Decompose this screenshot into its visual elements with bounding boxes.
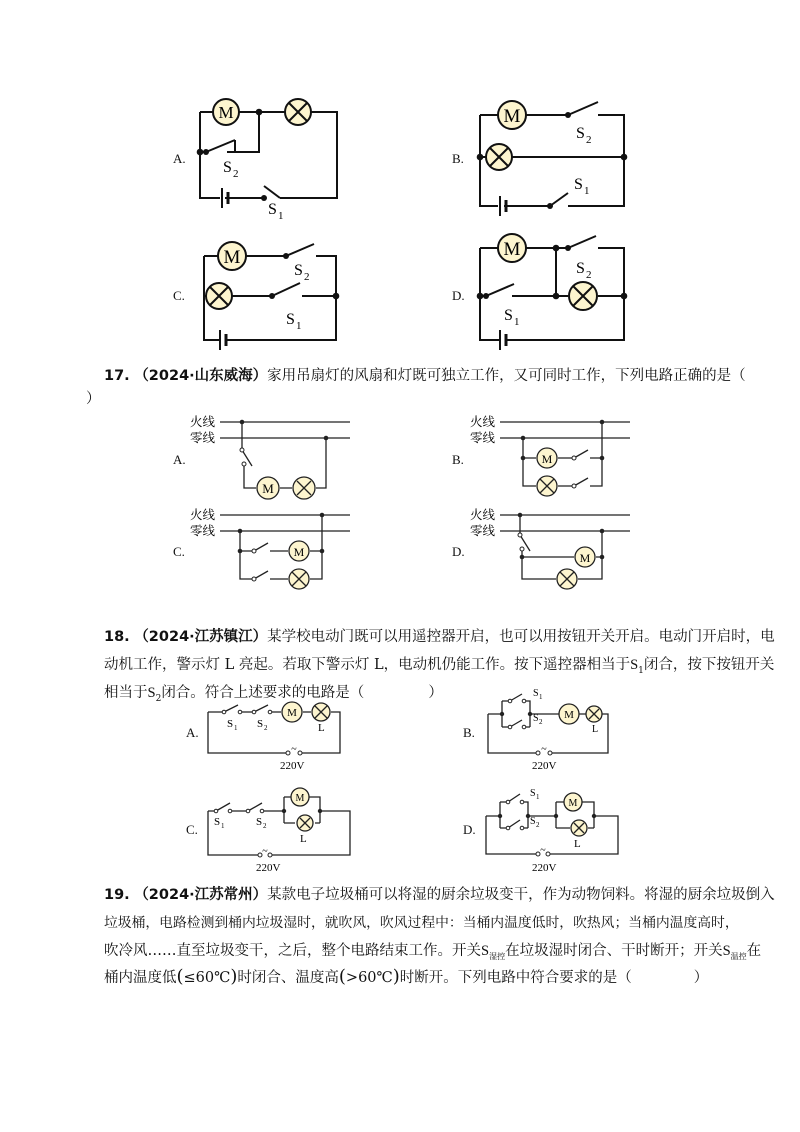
fire-line-label: 火线 <box>470 508 496 522</box>
question-text: 相当于 <box>104 685 148 701</box>
question-17-line-1 <box>104 366 746 386</box>
fire-line-label: 火线 <box>470 415 496 429</box>
voltage-label: 220V <box>532 862 557 874</box>
motor-label: M <box>262 481 274 496</box>
temperature-condition: ≤60℃ <box>183 970 231 986</box>
motor-label: M <box>218 103 234 122</box>
question-source: （2024·江苏镇江） <box>134 629 268 645</box>
question-19-line-1 <box>104 885 775 905</box>
circuit-diagram-16a[interactable] <box>190 90 350 220</box>
switch-subscript: 2 <box>155 693 162 704</box>
question-17-line-2 <box>86 389 101 409</box>
circuit-diagram-16b[interactable] <box>470 90 640 220</box>
temperature-condition: >60℃ <box>345 970 393 986</box>
switch-subscript: 1 <box>514 316 520 328</box>
switch-subscript: 2 <box>586 269 592 281</box>
switch-label: S <box>256 816 263 828</box>
switch-subscript: 1 <box>221 822 225 830</box>
switch-subscript: 2 <box>536 821 540 829</box>
switch-label: S <box>257 718 264 730</box>
fire-line-label: 火线 <box>190 415 216 429</box>
switch-label: S <box>533 713 539 724</box>
option-label-d[interactable]: D. <box>452 288 465 303</box>
circuit-diagram-17b[interactable] <box>470 412 640 502</box>
neutral-line-label: 零线 <box>190 431 216 445</box>
switch-label: S <box>294 262 303 279</box>
switch-label: S <box>268 201 277 218</box>
question-19-line-2 <box>104 913 739 933</box>
motor-label: M <box>568 798 578 809</box>
circuit-diagram-16d[interactable] <box>470 228 640 358</box>
switch-label: S <box>530 816 536 827</box>
question-18-line-2 <box>104 655 774 681</box>
circuit-diagram-16c[interactable] <box>190 228 350 358</box>
switch-symbol: S <box>722 943 731 959</box>
circuit-diagram-18d[interactable] <box>478 780 638 880</box>
question-text: 闭合，按下按钮开关 <box>643 657 775 673</box>
motor-label: M <box>295 793 305 804</box>
circuit-diagram-18c[interactable] <box>200 785 360 880</box>
motor-label: M <box>223 247 241 268</box>
question-text: 垃圾桶，电路检测到桶内垃圾湿时，就吹风，吹风过程中：当桶内温度低时，吹热风；当桶内温度高时， <box>104 915 739 931</box>
option-label-b[interactable]: B. <box>463 725 475 740</box>
neutral-line-label: 零线 <box>190 524 216 538</box>
lamp-label: L <box>318 722 325 734</box>
switch-subscript: 1 <box>278 210 284 220</box>
switch-symbol: S <box>481 943 490 959</box>
switch-label: S <box>214 816 221 828</box>
switch-label: S <box>286 311 295 328</box>
switch-symbol: S <box>630 657 639 673</box>
circuit-diagram-17c[interactable] <box>190 505 360 595</box>
switch-subscript: 2 <box>233 168 239 180</box>
question-text: 某款电子垃圾桶可以将湿的厨余垃圾变干，作为动物饲料。将湿的厨余垃圾倒入 <box>267 887 775 903</box>
question-text: 某学校电动门既可以用遥控器开启，也可以用按钮开关开启。电动门开启时，电 <box>267 629 775 645</box>
option-label-b[interactable]: B. <box>452 151 464 166</box>
question-text: 动机工作，警示灯 L 亮起。若取下警示灯 L，电动机仍能工作。按下遥控器相当于 <box>104 657 631 673</box>
switch-subscript: 2 <box>264 724 268 732</box>
option-label-a[interactable]: A. <box>173 151 186 166</box>
switch-subscript: 湿控 <box>489 951 506 961</box>
option-label-c[interactable]: C. <box>173 544 185 559</box>
ac-source-symbol: ~ <box>291 744 297 755</box>
motor-label: M <box>287 707 297 719</box>
switch-label: S <box>223 159 232 176</box>
question-text: ） <box>693 970 709 986</box>
option-label-d[interactable]: D. <box>463 822 476 837</box>
switch-subscript: 1 <box>539 693 543 701</box>
ac-source-symbol: ~ <box>540 845 546 856</box>
question-text: 桶内温度低 <box>104 970 177 986</box>
switch-label: S <box>576 125 585 142</box>
option-label-a[interactable]: A. <box>173 452 186 467</box>
lamp-label: L <box>592 724 599 735</box>
switch-label: S <box>533 688 539 699</box>
circuit-diagram-18a[interactable] <box>200 695 360 780</box>
question-number: 19. <box>104 887 130 903</box>
motor-label: M <box>579 551 591 565</box>
switch-subscript: 2 <box>304 271 310 283</box>
switch-subscript: 1 <box>296 320 302 332</box>
switch-label: S <box>530 788 536 799</box>
question-source: （2024·山东威海） <box>134 368 268 384</box>
switch-label: S <box>576 260 585 277</box>
ac-source-symbol: ~ <box>262 846 268 857</box>
voltage-label: 220V <box>280 760 305 772</box>
question-text: 家用吊扇灯的风扇和灯既可独立工作，又可同时工作，下列电路正确的是（ <box>267 368 746 384</box>
circuit-diagram-17a[interactable] <box>190 412 360 502</box>
neutral-line-label: 零线 <box>470 524 496 538</box>
question-number: 17. <box>104 368 130 384</box>
option-label-a[interactable]: A. <box>186 725 199 740</box>
circuit-diagram-17d[interactable] <box>470 505 640 595</box>
switch-subscript: 1 <box>638 665 644 676</box>
switch-subscript: 2 <box>586 134 592 146</box>
motor-label: M <box>564 709 574 721</box>
question-text: ） <box>86 391 101 407</box>
question-text: 在 <box>746 943 762 959</box>
question-19-line-4: 桶内温度低(≤60℃)时闭合、温度高(>60℃)时断开。下列电路中符合要求的是（ ） <box>104 966 709 987</box>
motor-label: M <box>541 452 553 466</box>
motor-label: M <box>503 239 521 260</box>
option-label-b[interactable]: B. <box>452 452 464 467</box>
question-text: ） <box>428 685 443 701</box>
question-text: 时断开。下列电路中符合要求的是（ <box>399 970 632 986</box>
circuit-diagram-18b[interactable] <box>478 685 638 780</box>
question-text: 在垃圾湿时闭合、干时断开；开关 <box>505 943 723 959</box>
question-text: 时闭合、温度高 <box>237 970 339 986</box>
voltage-label: 220V <box>256 862 281 874</box>
option-label-d[interactable]: D. <box>452 544 465 559</box>
question-18-line-1 <box>104 627 775 647</box>
question-source: （2024·江苏常州） <box>134 887 268 903</box>
option-label-c[interactable]: C. <box>186 822 198 837</box>
question-text: 闭合。符合上述要求的电路是（ <box>161 685 365 701</box>
switch-label: S <box>574 176 583 193</box>
switch-subscript: 1 <box>536 793 540 801</box>
voltage-label: 220V <box>532 760 557 772</box>
lamp-label: L <box>574 838 581 850</box>
switch-label: S <box>227 718 234 730</box>
ac-source-symbol: ~ <box>541 744 547 755</box>
switch-label: S <box>504 307 513 324</box>
question-number: 18. <box>104 629 130 645</box>
option-label-c[interactable]: C. <box>173 288 185 303</box>
switch-subscript: 1 <box>234 724 238 732</box>
switch-subscript: 温控 <box>730 951 747 961</box>
question-text: 吹冷风……直至垃圾变干，之后，整个电路结束工作。开关 <box>104 943 481 959</box>
neutral-line-label: 零线 <box>470 431 496 445</box>
switch-subscript: 2 <box>539 718 543 726</box>
lamp-label: L <box>300 833 307 845</box>
fire-line-label: 火线 <box>190 508 216 522</box>
switch-subscript: 1 <box>584 185 590 197</box>
switch-symbol: S <box>147 685 156 701</box>
motor-label: M <box>503 106 521 127</box>
question-19-line-3 <box>104 941 761 967</box>
switch-subscript: 2 <box>263 822 267 830</box>
motor-label: M <box>293 545 305 559</box>
